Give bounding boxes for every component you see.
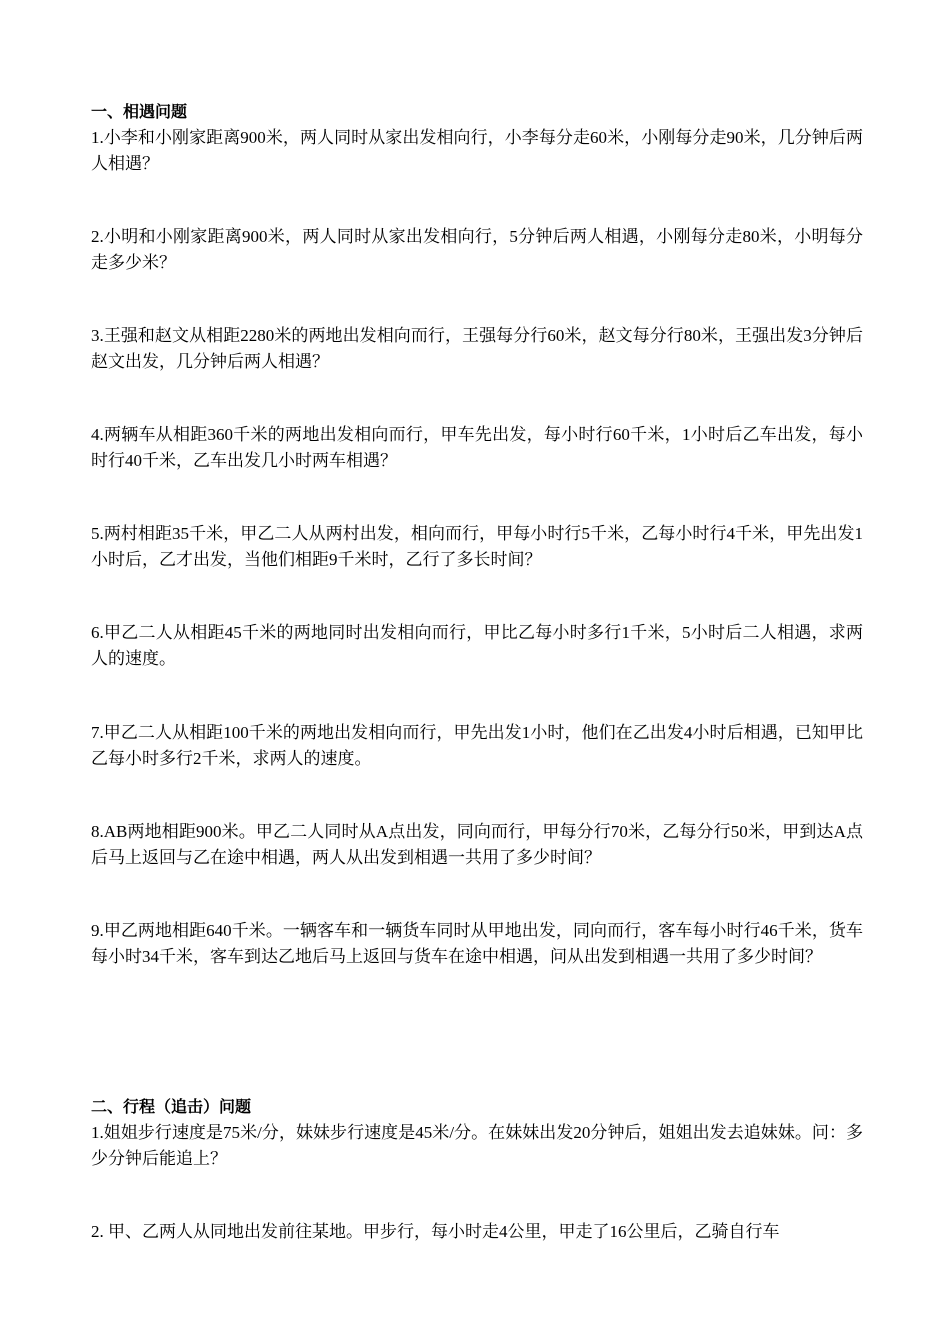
section-heading-meeting: 一、相遇问题 <box>91 102 188 121</box>
problem-4: 4.两辆车从相距360千米的两地出发相向而行，甲车先出发，每小时行60千米，1小时后乙车出发，每小时行40千米，乙车出发几小时两车相遇？ <box>91 425 863 470</box>
problem-5: 5.两村相距35千米，甲乙二人从两村出发，相向而行，甲每小时行5千米，乙每小时行4千米，甲先出发1小时后，乙才出发，当他们相距9千米时，乙行了多长时间？ <box>91 524 863 569</box>
problem-7: 7.甲乙二人从相距100千米的两地出发相向而行，甲先出发1小时，他们在乙出发4小时后相遇，已知甲比乙每小时多行2千米，求两人的速度。 <box>91 723 863 768</box>
problem-6: 6.甲乙二人从相距45千米的两地同时出发相向而行，甲比乙每小时多行1千米，5小时后二人相遇，求两人的速度。 <box>91 623 863 668</box>
chase-problem-2: 2. 甲、乙两人从同地出发前往某地。甲步行，每小时走4公里，甲走了16公里后，乙骑自行车 <box>91 1222 780 1241</box>
problem-9: 9.甲乙两地相距640千米。一辆客车和一辆货车同时从甲地出发，同向而行，客车每小时行46千米，货车每小时34千米，客车到达乙地后马上返回与货车在途中相遇，问从出发到相遇一共用了多少时间？ <box>91 921 863 966</box>
section-heading-chase: 二、行程（追击）问题 <box>91 1097 252 1116</box>
problem-2: 2.小明和小刚家距离900米，两人同时从家出发相向行，5分钟后两人相遇，小刚每分走80米，小明每分走多少米？ <box>91 227 863 272</box>
problem-8: 8.AB两地相距900米。甲乙二人同时从A点出发，同向而行，甲每分行70米，乙每分行50米，甲到达A点后马上返回与乙在途中相遇，两人从出发到相遇一共用了多少时间？ <box>91 822 863 867</box>
problem-3: 3.王强和赵文从相距2280米的两地出发相向而行，王强每分行60米，赵文每分行80米，王强出发3分钟后赵文出发，几分钟后两人相遇？ <box>91 326 863 371</box>
chase-problem-1: 1.姐姐步行速度是75米/分，妹妹步行速度是45米/分。在妹妹出发20分钟后，姐姐出发去追妹妹。问：多少分钟后能追上？ <box>91 1123 863 1168</box>
problem-1: 1.小李和小刚家距离900米，两人同时从家出发相向行，小李每分走60米，小刚每分走90米，几分钟后两人相遇？ <box>91 128 863 173</box>
